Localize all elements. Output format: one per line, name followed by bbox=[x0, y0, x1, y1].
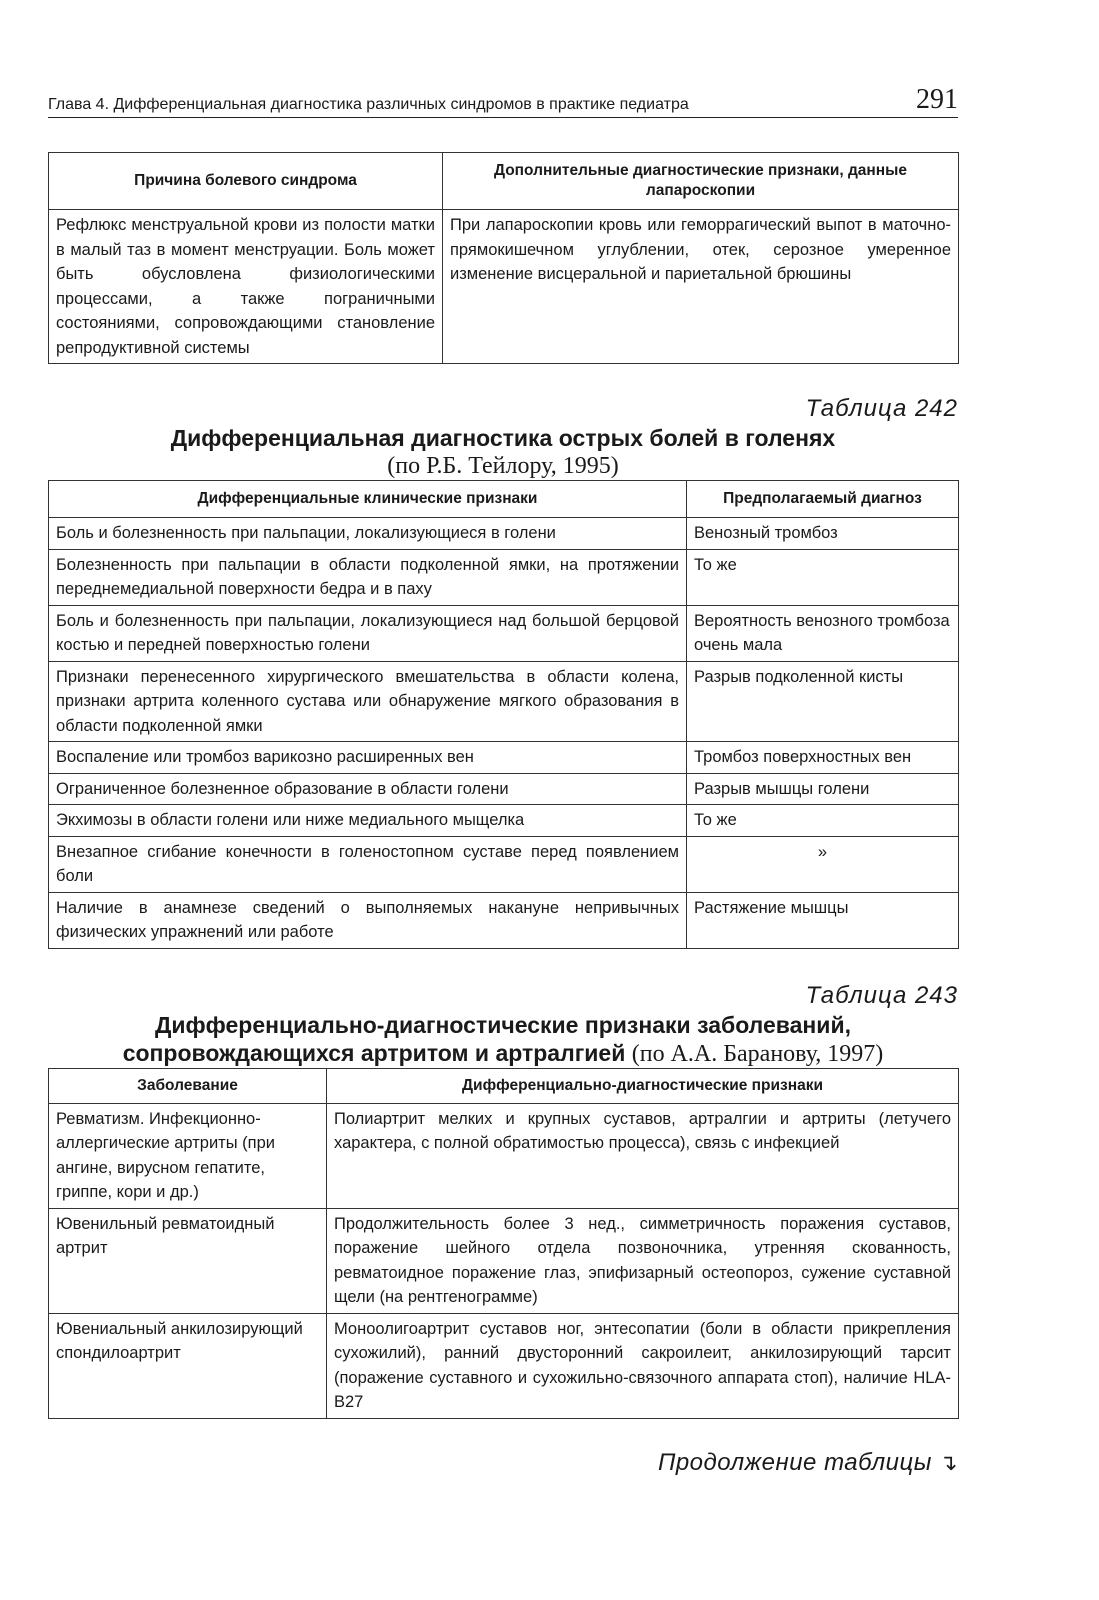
table-cell: Разрыв мышцы голени bbox=[687, 773, 959, 805]
table-row bbox=[49, 892, 959, 948]
table-cell: Боль и болезненность при пальпации, локализующиеся в голени bbox=[49, 518, 687, 550]
table-subtitle: (по А.А. Баранову, 1997) bbox=[631, 1040, 884, 1067]
table-cell: Боль и болезненность при пальпации, локализующиеся над большой берцовой костью и передней поверхностью голени bbox=[49, 605, 687, 661]
table-243-block bbox=[48, 981, 958, 1419]
table-cell: Внезапное сгибание конечности в голеностопном суставе перед появлением боли bbox=[49, 836, 687, 892]
table-row bbox=[49, 1313, 959, 1418]
column-header: Предполагаемый диагноз bbox=[687, 481, 959, 518]
page-number: 291 bbox=[916, 84, 958, 115]
table-cell: Ограниченное болезненное образование в области голени bbox=[49, 773, 687, 805]
table-previous-continuation bbox=[48, 152, 959, 364]
table-number: Таблица 243 bbox=[805, 981, 958, 1009]
table-cell: Ювениальный анкилозирующий спондилоартрит bbox=[49, 1313, 327, 1418]
arrow-down-icon: ↴ bbox=[939, 1449, 958, 1475]
table-row bbox=[49, 805, 959, 837]
table-header-row bbox=[49, 153, 959, 210]
column-header: Заболевание bbox=[49, 1068, 327, 1103]
column-header: Дифференциальные клинические признаки bbox=[49, 481, 687, 518]
table-cell: Растяжение мышцы bbox=[687, 892, 959, 948]
table-cell: Рефлюкс менструальной крови из полости матки в малый таз в момент менструации. Боль может быть обусловлена физиологическими процессами, а также пограничными состояниями, сопровождающими становление репродуктивной системы bbox=[49, 210, 443, 364]
column-header: Причина болевого синдрома bbox=[49, 153, 443, 210]
continued-footer bbox=[48, 1449, 958, 1477]
running-title: Глава 4. Дифференциальная диагностика различных синдромов в практике педиатра bbox=[48, 96, 689, 113]
table-row bbox=[49, 742, 959, 774]
table-cell: Экхимозы в области голени или ниже медиального мыщелка bbox=[49, 805, 687, 837]
table-row bbox=[49, 1103, 959, 1208]
table-row bbox=[49, 661, 959, 742]
table-cell: Ревматизм. Инфекционно-аллергические артриты (при ангине, вирусном гепатите, гриппе, кори и др.) bbox=[49, 1103, 327, 1208]
table-row bbox=[49, 605, 959, 661]
table-row bbox=[49, 549, 959, 605]
table-cell: » bbox=[687, 836, 959, 892]
table-title-line-1: Дифференциально-диагностические признаки заболеваний, bbox=[155, 1011, 851, 1038]
table-242-block bbox=[48, 394, 958, 949]
table-title-line-2-text: сопровождающихся артритом и артралгией bbox=[122, 1039, 626, 1066]
table-cell: Признаки перенесенного хирургического вмешательства в области колена, признаки артрита коленного сустава или обнаружение мягкого образования в области подколенной ямки bbox=[49, 661, 687, 742]
table-row bbox=[49, 518, 959, 550]
table-title: Дифференциальная диагностика острых болей в голенях bbox=[170, 425, 836, 451]
table-cell: Моноолигоартрит суставов ног, энтесопатии (боли в области прикрепления сухожилий), ранний двусторонний сакроилеит, анкилозирующий тарсит (поражение суставного и сухожильно-связочного аппарата стоп), наличие HLA-B27 bbox=[327, 1313, 959, 1418]
table-243 bbox=[48, 1068, 959, 1419]
table-row bbox=[49, 773, 959, 805]
table-cell: Наличие в анамнезе сведений о выполняемых накануне непривычных физических упражнений или работе bbox=[49, 892, 687, 948]
continued-text: Продолжение таблицы bbox=[657, 1448, 932, 1476]
table-header-row bbox=[49, 1068, 959, 1103]
table-row bbox=[49, 1208, 959, 1313]
table-cell: То же bbox=[687, 805, 959, 837]
table-cell: Продолжительность более 3 нед., симметричность поражения суставов, поражение шейного отдела позвоночника, утренняя скованность, ревматоидное поражение глаз, эпифизарный остеопороз, сужение суставной щели (на рентгенограмме) bbox=[327, 1208, 959, 1313]
table-cell: При лапароскопии кровь или геморрагический выпот в маточно-прямокишечном углублении, отек, серозное умеренное изменение висцеральной и париетальной брюшины bbox=[443, 210, 959, 364]
column-header: Дополнительные диагностические признаки, данные лапароскопии bbox=[443, 153, 959, 210]
table-cell: Венозный тромбоз bbox=[687, 518, 959, 550]
running-header bbox=[48, 80, 958, 118]
table-cell: Воспаление или тромбоз варикозно расширенных вен bbox=[49, 742, 687, 774]
table-cell: Ювенильный ревматоидный артрит bbox=[49, 1208, 327, 1313]
table-title-line-2 bbox=[48, 1039, 958, 1068]
table-cell: Разрыв подколенной кисты bbox=[687, 661, 959, 742]
table-cell: Болезненность при пальпации в области подколенной ямки, на протяжении переднемедиальной поверхности бедра и в паху bbox=[49, 549, 687, 605]
table-subtitle: (по Р.Б. Тейлору, 1995) bbox=[387, 453, 619, 479]
table-number: Таблица 242 bbox=[805, 395, 958, 422]
table-cell: Вероятность венозного тромбоза очень мала bbox=[687, 605, 959, 661]
table-header-row bbox=[49, 481, 959, 518]
book-page bbox=[48, 80, 958, 1477]
table-row bbox=[49, 836, 959, 892]
table-242 bbox=[48, 480, 959, 949]
table-row bbox=[49, 210, 959, 364]
table-cell: Тромбоз поверхностных вен bbox=[687, 742, 959, 774]
table-cell: Полиартрит мелких и крупных суставов, артралгии и артриты (летучего характера, с полной обратимостью процесса), связь с инфекцией bbox=[327, 1103, 959, 1208]
table-cell: То же bbox=[687, 549, 959, 605]
column-header: Дифференциально-диагностические признаки bbox=[327, 1068, 959, 1103]
